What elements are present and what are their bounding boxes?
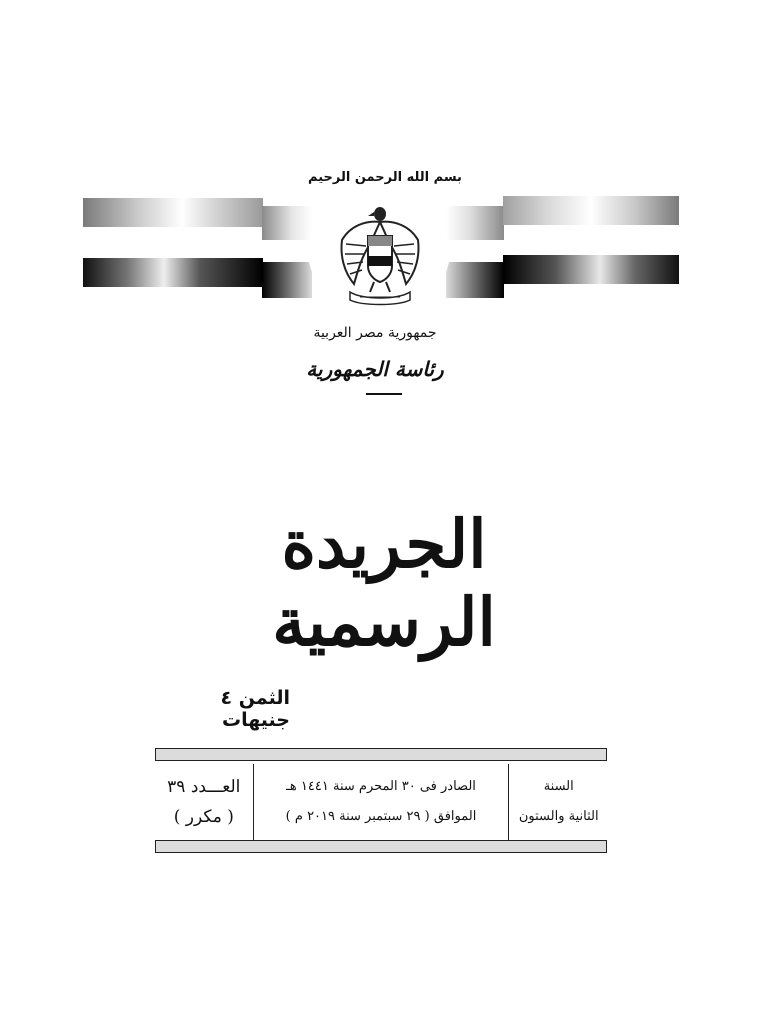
flag-band-top-left-inner: [262, 206, 312, 240]
gazette-title: الجريدة الرسمية: [272, 505, 496, 661]
issue-note: ( مكرر ): [173, 807, 234, 827]
table-top-bar: [155, 748, 607, 761]
issue-info-row: [155, 764, 608, 840]
flag-band-top-right-inner: [446, 206, 504, 240]
eagle-emblem-icon: [336, 200, 424, 308]
hijri-date: الصادر فى ٣٠ المحرم سنة ١٤٤١ هـ: [286, 779, 476, 794]
flag-band-bottom-left-inner: [262, 262, 312, 298]
presidency-underline: [366, 393, 402, 395]
price-label: الثمن ٤ جنيهات: [220, 687, 290, 731]
flag-band-bottom-right: [503, 255, 679, 284]
date-cell: [253, 764, 510, 840]
table-bottom-bar: [155, 840, 607, 853]
issue-cell: [155, 764, 253, 840]
year-label: السنة: [543, 779, 574, 794]
flag-band-top-right: [503, 196, 679, 225]
basmala: بسم الله الرحمن الرحيم: [308, 170, 462, 185]
gregorian-date: الموافق ( ٢٩ سبتمبر سنة ٢٠١٩ م ): [285, 809, 477, 824]
presidency-name: رئاسة الجمهورية: [306, 357, 444, 381]
flag-band-top-left: [83, 198, 263, 227]
flag-band-bottom-right-inner: [446, 262, 504, 298]
republic-name: جمهورية مصر العربية: [313, 325, 437, 341]
flag-band-bottom-left: [83, 258, 263, 287]
year-cell: [509, 764, 608, 840]
issue-number: العـــدد ٣٩: [167, 777, 241, 797]
year-value: الثانية والستون: [518, 809, 599, 824]
